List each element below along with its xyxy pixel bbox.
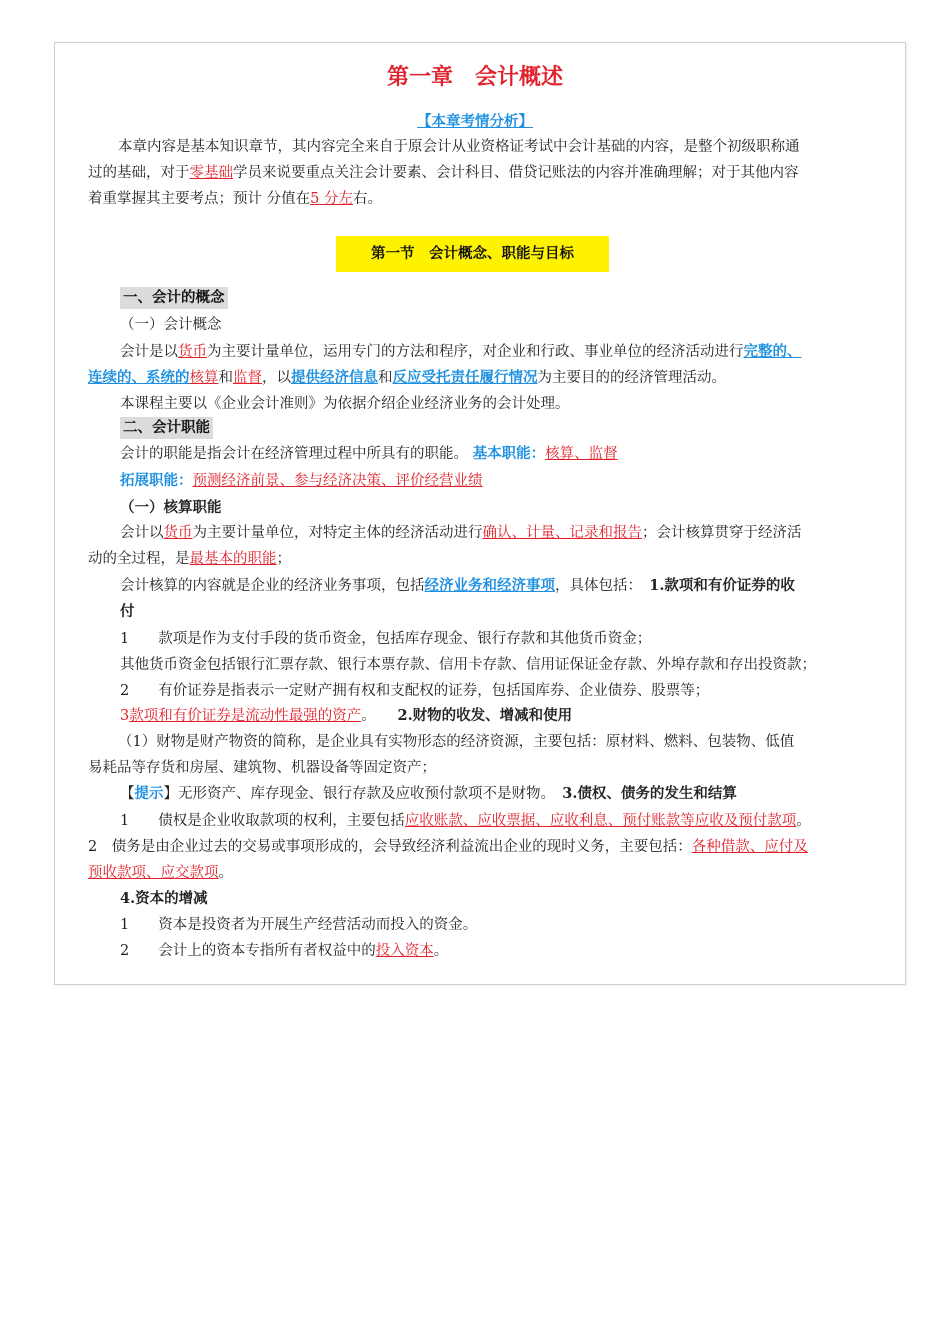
concept-line-2: 连续的、系统的核算和监督，以提供经济信息和反应受托责任履行情况为主要目的的经济管理活动。 xyxy=(88,369,726,386)
intro-line-1: 本章内容是基本知识章节，其内容完全来自于原会计从业资格证考试中会计基础的内容，是整个初级职称通 xyxy=(118,139,800,155)
sub-heading-accounting: （一）核算职能 xyxy=(120,500,222,516)
accounting-line-2: 动的全过程，是最基本的职能； xyxy=(88,551,291,567)
chapter-number: 第一章 xyxy=(386,65,453,90)
securities-item: 2 有价证券是指表示一定财产拥有权和支配权的证券，包括国库券、企业债券、股票等； xyxy=(120,683,710,699)
accounting-line-1: 会计以货币为主要计量单位，对特定主体的经济活动进行确认、计量、记录和报告；会计核算贯穿于经济活 xyxy=(120,525,802,541)
heading-concept: 一、会计的概念 xyxy=(120,287,870,309)
debt-line-1: 2 债务是由企业过去的交易或事项形成的，会导致经济利益流出企业的现时义务，主要包括：各种借款、应付及 xyxy=(88,839,808,855)
other-cash-line: 其他货币资金包括银行汇票存款、银行本票存款、信用卡存款、信用证保证金存款、外埠存款和存出投资款； xyxy=(120,657,816,673)
function-line-1: 会计的职能是指会计在经济管理过程中所具有的职能。 基本职能：核算、监督 xyxy=(120,445,618,462)
sub-heading-concept: （一）会计概念 xyxy=(120,317,222,333)
debt-line-2: 预收款项、应交款项。 xyxy=(88,865,233,881)
content-line-1: 会计核算的内容就是企业的经济业务事项，包括经济业务和经济事项，具体包括： 1.款项和有价证券的收 xyxy=(120,577,795,594)
property-line-2: 易耗品等存货和房屋、建筑物、机器设备等固定资产； xyxy=(88,760,436,776)
function-line-2: 拓展职能：预测经济前景、参与经济决策、评价经营业绩 xyxy=(120,472,483,489)
highlight-zero-basis: 零基础 xyxy=(189,165,233,181)
tip-line: 【提示】无形资产、库存现金、银行存款及应收预付款项不是财物。 3.债权、债务的发生和结算 xyxy=(120,785,737,802)
liquidity-item: 3款项和有价证券是流动性最强的资产。 2.财物的收发、增减和使用 xyxy=(120,707,573,724)
capital-item-1: 1 资本是投资者为开展生产经营活动而投入的资金。 xyxy=(120,917,478,933)
chapter-title xyxy=(0,60,950,91)
cash-item: 1 款项是作为支付手段的货币资金，包括库存现金、银行存款和其他货币资金； xyxy=(120,631,652,647)
heading-capital: 4.资本的增减 xyxy=(120,890,208,907)
chapter-name: 会计概述 xyxy=(475,65,564,90)
intro-line-3: 着重掌握其主要考点；预计 分值在5 分左右。 xyxy=(88,191,382,207)
content-line-2: 付 xyxy=(120,603,135,620)
analysis-subtitle: 【本章考情分析】 xyxy=(417,114,533,130)
property-line-1: （1）财物是财产物资的简称，是企业具有实物形态的经济资源，主要包括：原材料、燃料、包装物、低值 xyxy=(118,734,795,750)
claims-item: 1 债权是企业收取款项的权利，主要包括应收账款、应收票据、应收利息、预付账款等应收及预付款项。 xyxy=(120,813,811,829)
concept-line-1: 会计是以货币为主要计量单位，运用专门的方法和程序，对企业和行政、事业单位的经济活动进行完整的、 xyxy=(120,343,802,360)
heading-function: 二、会计职能 xyxy=(120,417,870,439)
intro-line-2: 过的基础，对于零基础学员来说要重点关注会计要素、会计科目、借贷记账法的内容并准确理解；对于其他内容 xyxy=(88,165,799,181)
course-note: 本课程主要以《企业会计准则》为依据介绍企业经济业务的会计处理。 xyxy=(120,396,570,412)
highlight-score: 5 分左 xyxy=(310,191,353,207)
capital-item-2: 2 会计上的资本专指所有者权益中的投入资本。 xyxy=(120,943,449,959)
section-title: 第一节 会计概念、职能与目标 xyxy=(336,236,609,272)
